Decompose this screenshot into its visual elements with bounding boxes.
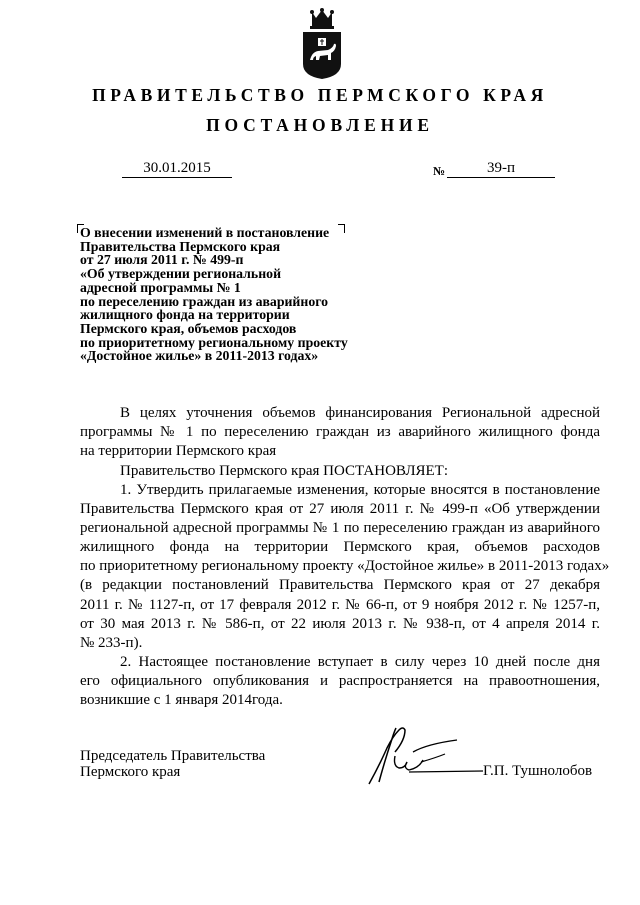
paragraph-line: № 233-п). bbox=[80, 634, 143, 651]
paragraph-line: 2011 г. № 1127-п, от 17 февраля 2012 г. № 66-п, от 9 ноября 2012 г. № 1257-п, bbox=[80, 596, 600, 613]
document-date: 30.01.2015 bbox=[122, 160, 232, 178]
document-number: 39-п bbox=[447, 160, 555, 178]
document-type: ПОСТАНОВЛЕНИЕ bbox=[206, 115, 434, 135]
paragraph-line: от 30 мая 2013 г. № 586-п, от 22 июля 2013 г. № 938-п, от 4 апреля 2014 г. bbox=[80, 615, 600, 632]
paragraph-item-2 bbox=[80, 653, 600, 710]
subject-line: Правительства Пермского края bbox=[80, 238, 281, 254]
paragraph-preamble bbox=[80, 404, 600, 461]
paragraph-line: по приоритетному региональному проекту «Достойное жилье» в 2011-2013 годах» bbox=[80, 558, 610, 575]
subject-line: жилищного фонда на территории bbox=[80, 307, 290, 323]
paragraph-line: Правительство Пермского края ПОСТАНОВЛЯЕТ: bbox=[120, 463, 449, 479]
paragraph-line: (в редакции постановлений Правительства Пермского края от 27 декабря bbox=[80, 577, 600, 594]
paragraph-line: на территории Пермского края bbox=[80, 443, 277, 460]
subject-line: по переселению граждан из аварийного bbox=[80, 293, 329, 309]
handwritten-signature bbox=[365, 722, 490, 790]
paragraph-line: В целях уточнения объемов финансирования Региональной адресной bbox=[120, 405, 600, 421]
paragraph-line: региональной адресной программы № 1 по переселению граждан из аварийного bbox=[80, 520, 600, 537]
paragraph-item-1 bbox=[80, 481, 610, 653]
position-line: Председатель Правительства bbox=[80, 748, 266, 764]
government-name: ПРАВИТЕЛЬСТВО ПЕРМСКОГО КРАЯ bbox=[92, 85, 548, 105]
subject-line: Пермского края, объемов расходов bbox=[80, 320, 297, 336]
subject-line: «Достойное жилье» в 2011-2013 годах» bbox=[80, 348, 319, 364]
subject-line: по приоритетному региональному проекту bbox=[80, 334, 348, 350]
subject-line: «Об утверждении региональной bbox=[80, 266, 282, 282]
paragraph-line: программы № 1 по переселению граждан из аварийного жилищного фонда bbox=[80, 424, 600, 441]
paragraph-line: 2. Настоящее постановление вступает в силу через 10 дней после дня bbox=[120, 654, 600, 670]
paragraph-line: жилищного фонда на территории Пермского края, объемов расходов bbox=[80, 539, 600, 556]
paragraph-line: его официального опубликования и распространяется на правоотношения, bbox=[80, 673, 600, 690]
subject-line: О внесении изменений в постановление bbox=[80, 225, 330, 240]
paragraph-resolves bbox=[80, 462, 600, 481]
position-line: Пермского края bbox=[80, 764, 181, 780]
document-subject bbox=[80, 226, 380, 363]
paragraph-line: возникшие с 1 января 2014года. bbox=[80, 692, 283, 709]
signatory-position bbox=[80, 748, 265, 780]
number-sign: № bbox=[433, 164, 446, 178]
paragraph-line: 1. Утвердить прилагаемые изменения, которые вносятся в постановление bbox=[120, 482, 600, 498]
subject-line: адресной программы № 1 bbox=[80, 279, 241, 295]
paragraph-line: Правительства Пермского края от 27 июля 2011 г. № 499-п «Об утверждении bbox=[80, 501, 600, 518]
signatory-name: Г.П. Тушнолобов bbox=[483, 763, 593, 779]
coat-of-arms-icon bbox=[298, 8, 346, 80]
subject-line: от 27 июля 2011 г. № 499-п bbox=[80, 252, 244, 268]
